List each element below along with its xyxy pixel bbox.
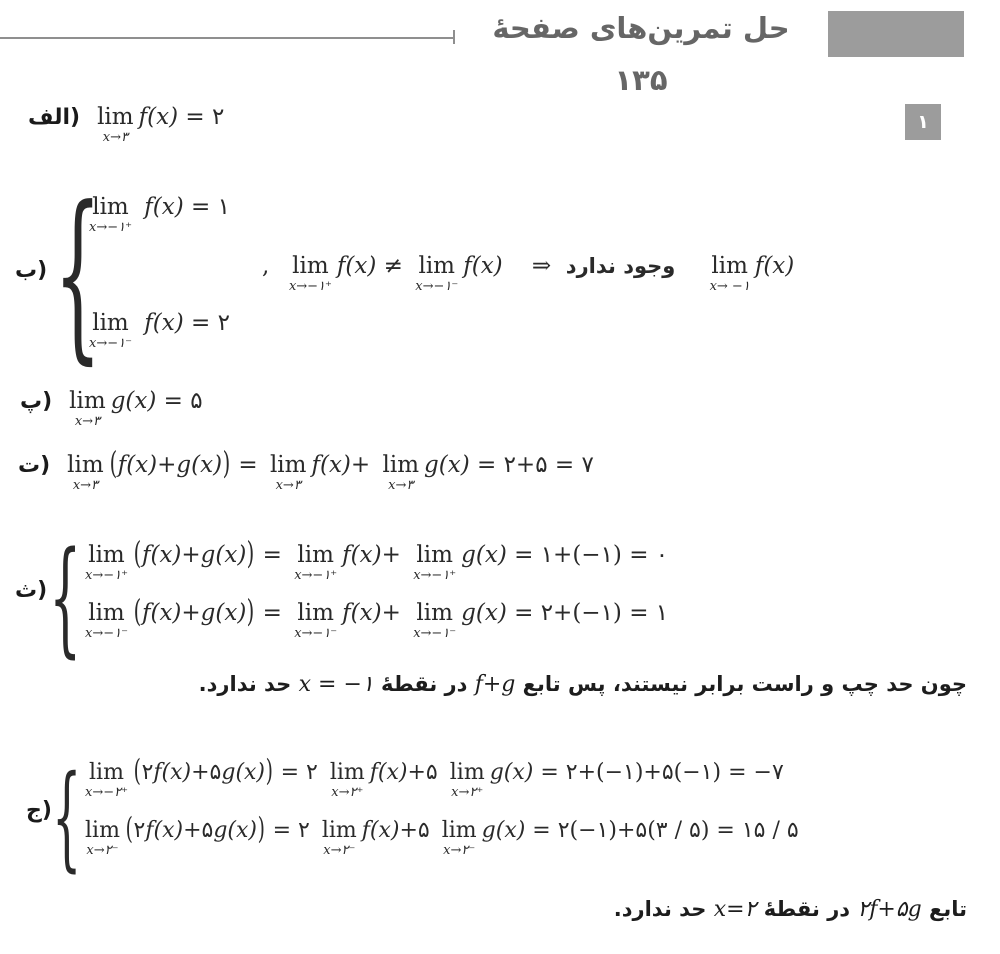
limit-operator	[67, 453, 104, 493]
persian-text: حد ندارد.	[198, 672, 299, 696]
math-expression: f(x)	[117, 452, 158, 478]
math-expression: g(x)	[481, 818, 526, 843]
math-expression: g(x)	[461, 542, 507, 568]
math-text: +	[181, 542, 201, 568]
conclusion-note-2f5g	[614, 897, 967, 922]
big-paren: )	[246, 536, 255, 572]
math-expression: f(x)	[754, 253, 795, 279]
math-expression: g(x)	[200, 542, 247, 568]
math-expression: f(x)	[136, 310, 184, 336]
limit-operator	[450, 761, 485, 800]
math-text: = ۵	[156, 388, 203, 414]
curly-brace-the: {	[49, 525, 82, 670]
math-text: = ۲(−۱)+۵(۳ / ۵) = ۱۵ / ۵	[525, 818, 799, 843]
math-text: +۵	[399, 818, 437, 843]
math-text: = ۲	[273, 760, 325, 785]
section-label-the: ث)	[15, 578, 48, 603]
lim-word: lim	[269, 452, 307, 478]
lim-word: lim	[382, 452, 420, 478]
exercise-number-badge: ۱	[905, 104, 941, 140]
lim-word: lim	[441, 818, 477, 843]
limit-operator	[710, 254, 750, 294]
lim-word: lim	[92, 194, 129, 220]
big-paren: )	[265, 754, 273, 789]
limit-line-be-right	[84, 194, 230, 235]
lim-subscript: x→−۱⁺	[89, 220, 132, 236]
lim-subscript: x→−۱⁻	[89, 336, 132, 352]
lim-subscript: x→−۱⁻	[85, 626, 128, 642]
limit-operator	[289, 254, 332, 294]
math-text: +	[181, 600, 201, 626]
limit-operator	[69, 389, 106, 429]
lim-subscript: x→−۱⁻	[415, 279, 459, 295]
math-text: ۲	[141, 760, 154, 785]
math-text: ⇒	[502, 253, 566, 279]
math-text: ,	[262, 253, 284, 279]
persian-text: وجود ندارد	[565, 254, 676, 278]
limit-line-jim-right	[80, 754, 784, 801]
lim-word: lim	[416, 542, 453, 568]
lim-word: lim	[292, 253, 329, 279]
lim-subscript: x→۳	[74, 414, 101, 430]
math-text: = ۲+۵ = ۷	[469, 452, 594, 478]
conclusion-note-fg	[199, 672, 967, 697]
lim-word: lim	[92, 310, 129, 336]
math-expression: f(x)	[138, 104, 179, 130]
lim-subscript: x→۲⁻	[443, 843, 476, 859]
math-expression: f(x)	[342, 600, 382, 626]
math-text: +	[157, 452, 177, 478]
math-expression: f(x)	[136, 194, 184, 220]
lim-word: lim	[297, 600, 334, 626]
lim-word: lim	[711, 253, 748, 279]
math-expression: g(x)	[424, 452, 470, 478]
persian-text: حد ندارد.	[613, 897, 714, 921]
lim-subscript: x→۲⁺	[331, 785, 364, 801]
lim-subscript: x→−۲⁺	[85, 785, 128, 801]
lim-word: lim	[85, 818, 120, 843]
lim-subscript: x→۲⁺	[451, 785, 484, 801]
math-text: =	[231, 452, 265, 478]
math-text: = ۱+(−۱) = ۰	[506, 542, 669, 568]
math-text: +	[350, 452, 378, 478]
math-expression: g(x)	[176, 452, 223, 478]
limit-line-alef	[28, 104, 224, 145]
math-expression: f(x)	[361, 818, 400, 843]
lim-word: lim	[97, 104, 134, 130]
big-paren: )	[257, 812, 265, 847]
math-text: +۵	[183, 818, 214, 843]
limit-operator	[270, 453, 307, 493]
math-text: = ۲	[178, 104, 225, 130]
math-expression: f(x)	[145, 818, 184, 843]
limit-operator	[413, 601, 456, 641]
math-text: = ۲+(−۱)+۵(−۱) = −۷	[533, 760, 784, 785]
limit-operator	[85, 543, 128, 583]
math-text: = ۲	[183, 310, 230, 336]
math-text: +۵	[191, 760, 222, 785]
lim-word: lim	[416, 600, 453, 626]
math-text: =	[255, 542, 290, 568]
big-paren: (	[133, 536, 142, 572]
math-text	[675, 253, 704, 279]
limit-line-the-left	[80, 594, 669, 642]
math-expression: g(x)	[110, 388, 157, 414]
limit-operator	[322, 819, 357, 858]
math-expression: f(x)	[141, 600, 182, 626]
math-expression: g(x)	[200, 600, 247, 626]
lim-word: lim	[321, 818, 357, 843]
math-expression: f(x)	[342, 542, 382, 568]
limit-operator	[89, 311, 132, 351]
math-expression: g(x)	[221, 760, 266, 785]
math-text: +	[381, 542, 409, 568]
lim-subscript: x→−۱⁺	[85, 568, 128, 584]
math-text: = ۲+(−۱) = ۱	[506, 600, 669, 626]
lim-subscript: x→۳	[72, 478, 99, 494]
limit-operator	[330, 761, 365, 800]
limit-line-jim-left	[80, 812, 799, 859]
curly-brace-be: {	[53, 168, 102, 382]
lim-word: lim	[297, 542, 334, 568]
header-accent-block	[828, 11, 964, 57]
lim-subscript: x→−۱⁻	[294, 626, 338, 642]
part-label: الف)	[28, 105, 81, 130]
persian-text: چون حد چپ و راست برابر نیستند، پس تابع	[515, 672, 967, 696]
lim-subscript: x→−۱⁺	[288, 279, 332, 295]
section-label-jim: ج)	[26, 798, 52, 823]
limit-line-be-conclusion	[262, 253, 794, 294]
math-text: = ۱	[183, 194, 230, 220]
math-expression: f(x)	[311, 452, 351, 478]
lim-word: lim	[88, 542, 125, 568]
math-text: ≠	[376, 253, 411, 279]
big-paren: )	[246, 594, 255, 630]
lim-subscript: x→ −۱	[709, 279, 750, 295]
math-text: +	[381, 600, 409, 626]
limit-line-te	[18, 446, 594, 494]
limit-operator	[413, 543, 456, 583]
persian-text: در نقطهٔ	[373, 672, 475, 696]
math-text: = ۲	[265, 818, 317, 843]
lim-subscript: x→−۱⁻	[413, 626, 457, 642]
limit-operator	[85, 601, 128, 641]
limit-line-the-right	[80, 536, 669, 584]
inline-math: ۲f+۵g	[857, 897, 922, 922]
inline-math: x=۲	[713, 897, 757, 922]
big-paren: (	[133, 594, 142, 630]
math-expression: f(x)	[369, 760, 408, 785]
big-paren: (	[109, 446, 118, 482]
lim-subscript: x→۳	[275, 478, 301, 494]
math-text: ۲	[133, 818, 146, 843]
math-expression: f(x)	[463, 253, 503, 279]
math-expression: g(x)	[461, 600, 507, 626]
header-rule	[0, 37, 455, 39]
lim-subscript: x→۳	[388, 478, 414, 494]
lim-word: lim	[69, 388, 106, 414]
math-expression: f(x)	[141, 542, 182, 568]
limit-operator	[415, 254, 458, 294]
lim-word: lim	[89, 760, 124, 785]
limit-operator	[89, 195, 132, 235]
page-title: حل تمرین‌های صفحهٔ ۱۳۵	[492, 11, 790, 97]
section-label-be: ب)	[15, 258, 48, 283]
limit-operator	[85, 819, 120, 858]
lim-word: lim	[67, 452, 104, 478]
lim-subscript: x→۲⁻	[86, 843, 119, 859]
math-text: =	[255, 600, 290, 626]
math-expression: g(x)	[213, 818, 257, 843]
persian-text: تابع	[921, 897, 967, 921]
math-expression: f(x)	[336, 253, 377, 279]
math-expression: g(x)	[489, 760, 534, 785]
lim-word: lim	[449, 760, 485, 785]
limit-operator	[442, 819, 477, 858]
limit-operator	[383, 453, 420, 493]
part-label: ت)	[18, 453, 51, 478]
lim-word: lim	[418, 253, 455, 279]
curly-brace-jim: {	[52, 750, 82, 884]
lim-word: lim	[88, 600, 125, 626]
big-paren: (	[133, 754, 141, 789]
big-paren: (	[125, 812, 133, 847]
limit-operator	[85, 761, 128, 800]
lim-word: lim	[329, 760, 365, 785]
header-rule-tick	[453, 30, 455, 44]
lim-subscript: x→۳	[102, 130, 128, 146]
lim-subscript: x→−۱⁺	[413, 568, 457, 584]
persian-text: در نقطهٔ	[756, 897, 858, 921]
big-paren: )	[222, 446, 231, 482]
limit-operator	[294, 601, 337, 641]
math-expression: f(x)	[153, 760, 192, 785]
limit-operator	[97, 105, 134, 145]
inline-math: x = −۱	[298, 672, 374, 697]
limit-line-pe	[20, 388, 203, 429]
lim-subscript: x→−۱⁺	[294, 568, 338, 584]
limit-operator	[294, 543, 337, 583]
inline-math: f+g	[474, 672, 516, 697]
math-text: +۵	[407, 760, 445, 785]
lim-subscript: x→۲⁻	[323, 843, 356, 859]
part-label: پ)	[20, 389, 53, 414]
limit-line-be-left	[84, 310, 230, 351]
